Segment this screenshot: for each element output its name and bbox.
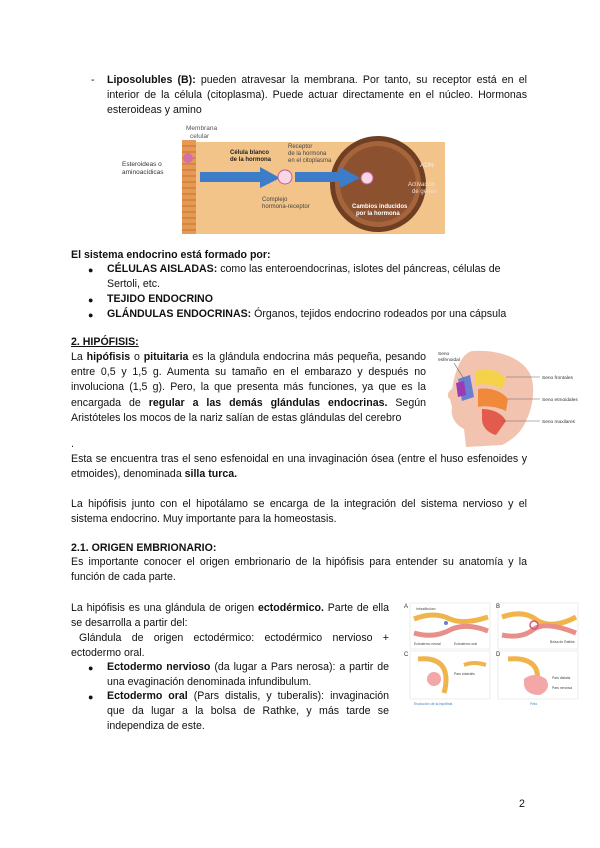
svg-text:D: D [496,652,501,658]
label-membrana: Membrana [186,125,218,132]
endocrine-item-3-term: GLÁNDULAS ENDOCRINAS: [107,308,252,320]
label-celular: celular [190,133,210,140]
origen-item-1: Ectodermo nervioso (da lugar a Pars nerosa): a partir de una evaginación denominada infundibulum. [107,661,390,689]
hipofisis-paragraph-3: La hipófisis junto con el hipotálamo se encarga de la integración del sistema nervioso y el sistema endocrino. Muy importante para la homeostasis. [71,498,527,526]
hipofisis-paragraph-1: La hipófisis o pituitaria es la glándula endocrina más pequeña, pesando entre 0,5 y 1,5 g. Aumenta su tamaño en el embarazo y después no involuciona (1,5 g). Pero, la que presenta más funciones, ya que es la encargada de regular a las demás glándulas endocrinas. Según Aristóteles los mocos de la nariz salían de estas glándulas del cerebro [71,351,426,424]
endocrine-item-3 [107,307,527,322]
svg-text:Pars nervosa: Pars nervosa [552,686,572,690]
endocrine-item-3-text: Órganos, tejidos endocrino rodeados por una cápsula [251,308,507,320]
bullet-2: ● [88,295,94,305]
label-cambios-2: por la hormona [356,211,400,217]
endocrine-item-2-term: TEJIDO ENDOCRINO [107,293,213,305]
hipofisis-heading: 2. HIPÓFISIS: [71,336,139,348]
label-de-la-hormona: de la hormona [230,157,272,163]
svg-text:Pars distalis: Pars distalis [552,676,571,680]
caption-left: Evolución de la hipófisis [414,702,453,706]
label-seno-frontales: Seno frontales [542,376,573,381]
endocrine-item-1-term: CÉLULAS AISLADAS: [107,263,218,275]
label-esteroides: Esteroideas o [122,161,162,168]
label-receptor: Receptor [288,144,313,150]
svg-text:Bolsa de Rathke: Bolsa de Rathke [550,640,575,644]
label-complejo-2: hormona-receptor [262,204,310,210]
bullet-1: ● [88,265,94,275]
endocrine-title: El sistema endocrino está formado por: [71,249,271,261]
label-adn: ADN [420,162,434,169]
label-de-genes: de genes [412,189,437,195]
lipo-term: Liposolubles (B): [107,74,196,86]
label-seno-etmoidales: Seno etmoidales [542,398,578,403]
endocrine-item-1-cont: Sertoli, etc. [107,278,160,290]
hormone-molecule [183,153,193,163]
embryology-figure [404,599,584,707]
label-aminoacidicas: aminoacídicas [122,169,164,176]
lipo-paragraph [107,73,527,119]
caption-right: Feto [530,702,538,706]
svg-text:Infundibulum: Infundibulum [416,607,436,611]
origen-item-2: Ectodermo oral (Pars distalis, y tuberalis): invaginación que da lugar a la bolsa de Rathke, y más tarde se independiza de este. [107,690,389,733]
svg-text:Pars tuberalis: Pars tuberalis [454,672,475,676]
label-receptor-2: de la hormona [288,151,327,157]
svg-text:C: C [404,652,409,658]
origen-paragraph-3: Glándula de origen ectodérmico: ectodérmico nervioso + ectodermo oral. [71,632,389,660]
hipofisis-paragraph-2: Esta se encuentra tras el seno esfenoidal en una invaginación ósea (entre el huso esfenoides y etmoides), denominada silla turca. [71,453,527,481]
origen-bullet-2: ● [88,692,94,702]
hipofisis-dot: . [71,438,74,450]
label-seno-maxilares: Seno maxilares [542,420,576,425]
panel-d [496,651,578,699]
liposoluble-hormone-figure [120,122,445,234]
page-number: 2 [519,798,525,810]
svg-text:Ectodermo neural: Ectodermo neural [414,642,441,646]
bullet-3: ● [88,310,94,320]
panel-b [496,603,578,649]
origen-heading: 2.1. ORIGEN EMBRIONARIO: [71,542,217,554]
svg-text:B: B [496,604,501,610]
label-receptor-3: en el citoplasma [288,158,332,164]
endocrine-item-1-text: como las enteroendocrinas, islotes del páncreas, células de [217,263,501,275]
origen-paragraph-2: La hipófisis es una glándula de origen ectodérmico. Parte de ella se desarrolla a partir del: [71,602,389,630]
label-complejo: Complejo [262,197,288,203]
label-activacion: Activación [408,182,436,188]
label-seno: Seno [438,352,450,357]
svg-text:Ectodermo oral: Ectodermo oral [454,642,477,646]
label-celula-blanco: Célula blanco [230,150,270,156]
lipo-dash: - [91,74,95,86]
receptor-complex [278,170,292,184]
sinus-figure [436,349,584,447]
svg-text:A: A [404,604,409,610]
label-cambios: Cambios inducidos [352,204,408,210]
endocrine-item-2 [107,292,213,307]
origen-paragraph-1: Es importante conocer el origen embrionario de la hipófisis para entender su anatomía y la función de cada parte. [71,556,527,584]
panel-a [404,603,490,649]
origen-bullet-1: ● [88,663,94,673]
label-esfenoidal: esfenoidal [438,358,460,363]
lipo-text: pueden atravesar la membrana. Por tanto, su receptor está en el interior de la célula (citoplasma). Puede actuar directamente en el núcleo. Hormonas esteroideas y amino [107,74,527,117]
panel-c [404,651,490,699]
endocrine-item-1 [107,262,527,277]
